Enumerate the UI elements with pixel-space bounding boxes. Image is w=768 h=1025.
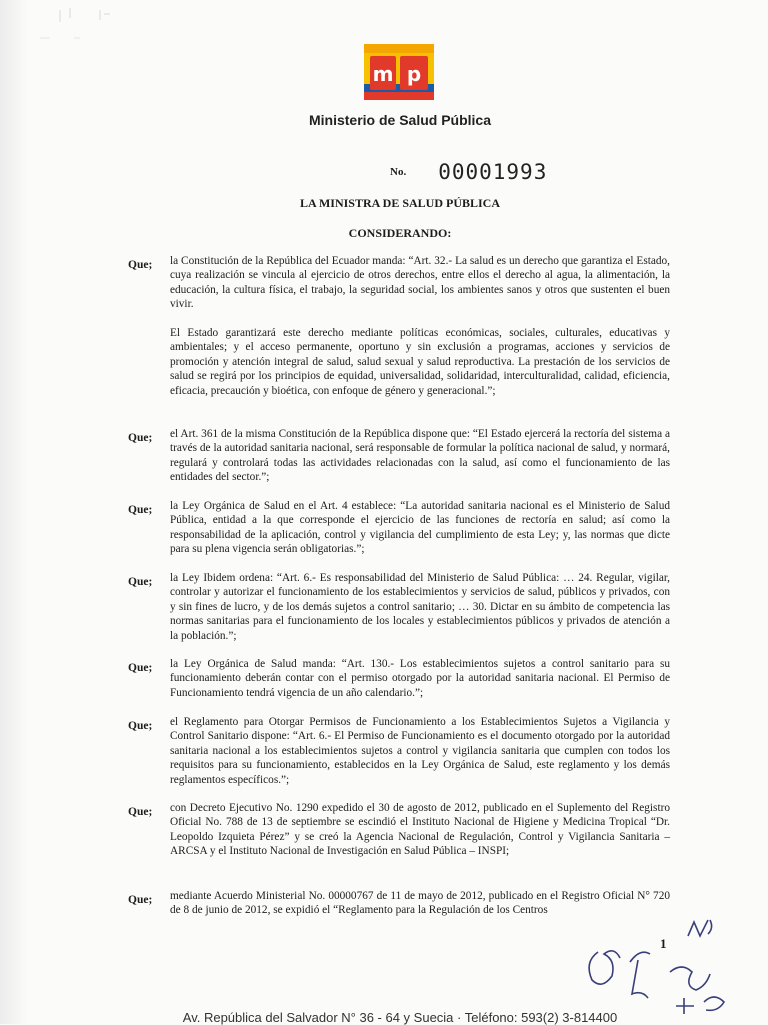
clause-text: el Art. 361 de la misma Constitución de la República dispone que: “El Estado ejercerá la rectoría del sistema a través de la autoridad sanitaria nacional, será responsable de formular la política nacional de salud, y normará, regulará y controlará todas las actividades relacionadas con la salud, así como el funcionamiento de las entidades del sector.”;: [170, 428, 670, 484]
scan-edge: [0, 0, 28, 1024]
msp-logo: [362, 40, 436, 106]
clause-label: Que;: [128, 259, 153, 271]
clause-label: Que;: [128, 662, 153, 674]
clause-text: la Constitución de la República del Ecuador manda: “Art. 32.- La salud es un derecho que garantiza el Estado, cuya realización se vincula al ejercicio de otros derechos, entre ellos el derecho al agua, la alimentación, la educación, la cultura física, el trabajo, la seguridad social, los ambientes sanos y otros que sustenten el buen vivir.: [170, 255, 670, 311]
clause-label: Que;: [128, 504, 153, 516]
clause-text: mediante Acuerdo Ministerial No. 00000767 de 11 de mayo de 2012, publicado en el Registro Oficial N° 720 de 8 de junio de 2012, se expidió el “Reglamento para la Regulación de los Centros: [170, 890, 670, 917]
clause-text: la Ley Orgánica de Salud en el Art. 4 establece: “La autoridad sanitaria nacional es el Ministerio de Salud Pública, entidad a la que corresponde el ejercicio de las funciones de rectoría en salud; así como la responsabilidad de la aplicación, control y vigilancia del cumplimiento de esta Ley; y, las normas que dicte para su plena vigencia serán obligatorias.”;: [170, 500, 670, 556]
number-label: No.: [390, 166, 407, 178]
page-number: 1: [660, 936, 667, 951]
clause-text: la Ley Orgánica de Salud manda: “Art. 130.- Los establecimientos sujetos a control sanitario para su funcionamiento deberán contar con el permiso otorgado por la autoridad sanitaria nacional. El Permiso de Funcionamiento tendrá vigencia de un año calendario.”;: [170, 658, 670, 699]
clause-label: Que;: [128, 894, 153, 906]
clause-label: Que;: [128, 432, 153, 444]
considering-heading: CONSIDERANDO:: [348, 226, 452, 240]
clause-text: el Reglamento para Otorgar Permisos de Funcionamiento a los Establecimientos Sujetos a Vigilancia y Control Sanitario dispone: “Art. 6.- El Permiso de Funcionamiento es el documento otorgado por la autoridad sanitaria nacional a los establecimientos sujetos a control y vigilancia sanitaria que cumplen con todos los requisitos para su funcionamiento, establecidos en la Ley Orgánica de Salud, este reglamento y los demás reglamentos específicos.”;: [170, 716, 670, 786]
scan-marks: [30, 4, 120, 44]
clause-text: El Estado garantizará este derecho mediante políticas económicas, sociales, culturales, educativas y ambientales; y el acceso permanente, oportuno y sin exclusión a programas, acciones y servicios de promoción y atención integral de salud, salud sexual y salud reproductiva. La prestación de los servicios de salud se regirá por los principios de equidad, universalidad, solidaridad, interculturalidad, calidad, eficiencia, eficacia, precaución y bioética, con enfoque de género y generacional.”;: [170, 327, 670, 397]
logo-letter-p: p: [406, 62, 422, 86]
clause-label: Que;: [128, 720, 153, 732]
handwritten-initials: [580, 912, 760, 1024]
clause-text: la Ley Ibidem ordena: “Art. 6.- Es responsabilidad del Ministerio de Salud Pública: … 24. Regular, vigilar, controlar y autorizar el funcionamiento de los establecimientos y servicios de salud, públicos y privados, con y sin fines de lucro, y de los demás sujetos a control sanitario; … 30. Dictar en su ámbito de competencia las normas sanitarias para el funcionamiento de los locales y establecimientos públicos y privados de atención a la población.”;: [170, 572, 670, 642]
clause-text: con Decreto Ejecutivo No. 1290 expedido el 30 de agosto de 2012, publicado en el Suplemento del Registro Oficial No. 788 de 13 de septiembre se escindió el Instituto Nacional de Higiene y Medicina Tropical “Dr. Leopoldo Izquieta Pérez” y se creó la Agencia Nacional de Regulación, Control y Vigilancia Sanitaria – ARCSA y el Instituto Nacional de Investigación en Salud Pública – INSPI;: [170, 802, 670, 858]
resolution-number: [390, 160, 547, 184]
logo-letters-ms: m: [372, 62, 394, 86]
clause-label: Que;: [128, 576, 153, 588]
page-footer: Av. República del Salvador N° 36 - 64 y Suecia · Teléfono: 593(2) 3-814400: [182, 1010, 618, 1025]
ministry-name: Ministerio de Salud Pública: [308, 112, 492, 128]
document-title: LA MINISTRA DE SALUD PÚBLICA: [299, 196, 501, 210]
clause-label: Que;: [128, 806, 153, 818]
number-value: 00001993: [438, 160, 548, 184]
